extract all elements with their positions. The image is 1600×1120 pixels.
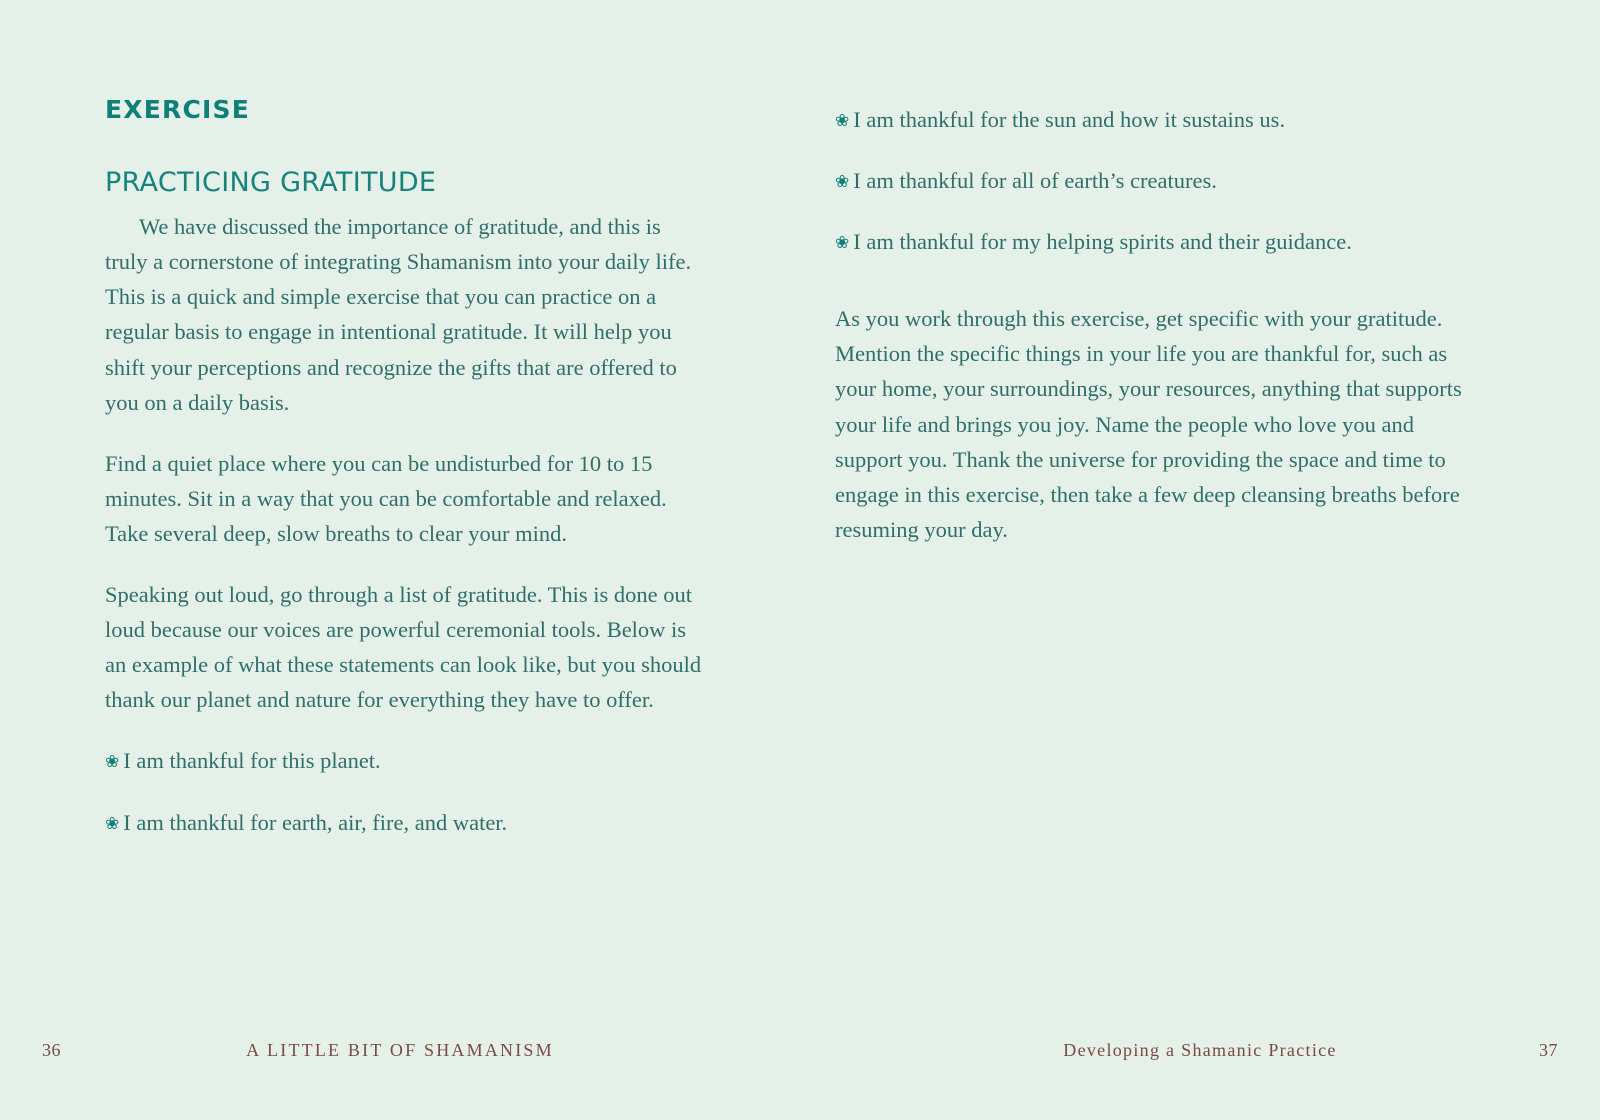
right-page-number: 37 xyxy=(1539,1040,1558,1060)
gratitude-list xyxy=(835,102,1485,259)
flower-bullet-icon: ❀ xyxy=(835,233,850,253)
chapter-title: Developing a Shamanic Practice xyxy=(1063,1040,1337,1060)
flower-bullet-icon: ❀ xyxy=(835,172,850,192)
list-item xyxy=(105,805,705,840)
flower-bullet-icon: ❀ xyxy=(835,111,850,130)
list-item xyxy=(105,743,705,778)
flower-bullet-icon: ❀ xyxy=(105,752,120,772)
right-page xyxy=(800,96,1600,866)
list-item-label: I am thankful for earth, air, fire, and water. xyxy=(123,809,508,835)
list-item xyxy=(835,163,1485,198)
list-item xyxy=(835,224,1485,259)
list-item-label: I am thankful for all of earth’s creatures. xyxy=(853,168,1217,194)
flower-bullet-icon: ❀ xyxy=(105,813,120,833)
book-title: A LITTLE BIT OF SHAMANISM xyxy=(246,1040,554,1060)
list-item-label: I am thankful for this planet. xyxy=(123,748,381,774)
paragraph: Speaking out loud, go through a list of gratitude. This is done out loud because our voices are powerful ceremonial tools. Below is an example of what these statements can look like, but you should thank our planet and nature for everything they have to offer. xyxy=(105,582,702,713)
list-item xyxy=(835,102,1485,137)
exercise-label: EXERCISE xyxy=(105,95,251,124)
paragraph: As you work through this exercise, get specific with your gratitude. Mention the specific things in your life you are thankful for, such as your home, your surroundings, your resources, anything that supports your life and brings you joy. Name the people who love you and support you. Thank the universe for providing the space and time to engage in this exercise, then take a few deep cleansing breaths before resuming your day. xyxy=(835,306,1462,542)
page-title: PRACTICING GRATITUDE xyxy=(105,166,437,198)
list-item-label: I am thankful for my helping spirits and their guidance. xyxy=(853,229,1352,255)
page-footer xyxy=(0,1040,1600,1068)
paragraph: Find a quiet place where you can be undisturbed for 10 to 15 minutes. Sit in a way that you can be comfortable and relaxed. Take several deep, slow breaths to clear your mind. xyxy=(105,450,667,546)
left-page xyxy=(0,96,800,866)
paragraph: We have discussed the importance of gratitude, and this is truly a cornerstone of integrating Shamanism into your daily life. This is a quick and simple exercise that you can practice on a regular basis to engage in intentional gratitude. It will help you shift your perceptions and recognize the gifts that are offered to you on a daily basis. xyxy=(105,214,692,415)
list-item-label: I am thankful for the sun and how it sustains us. xyxy=(853,107,1286,132)
left-page-number: 36 xyxy=(42,1040,61,1060)
